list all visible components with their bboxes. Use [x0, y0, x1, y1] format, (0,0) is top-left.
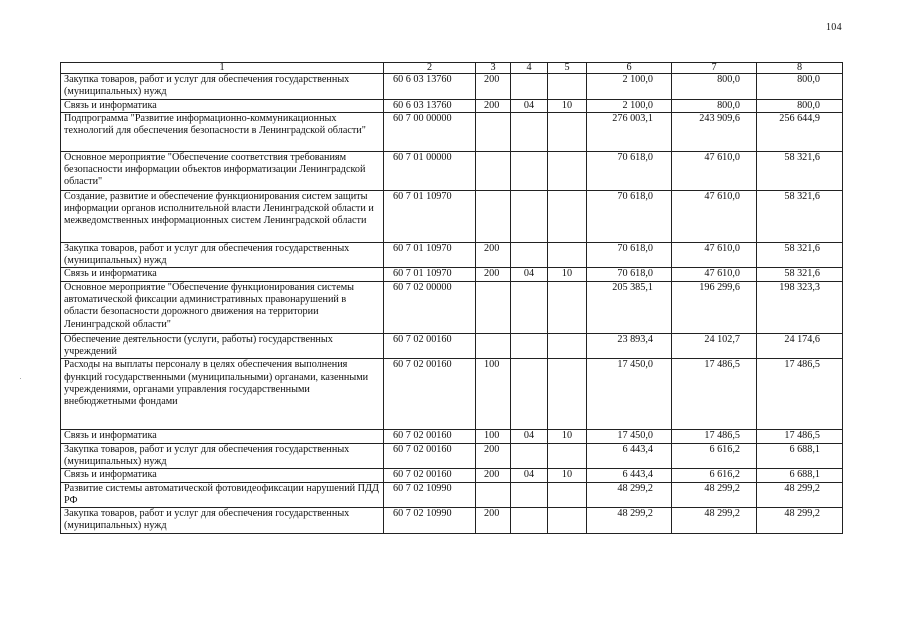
- subsection: [548, 281, 587, 333]
- target-code: 60 7 01 10970: [384, 190, 476, 242]
- amount-col6: 48 299,2: [587, 482, 672, 508]
- amount-col7: 17 486,5: [672, 430, 757, 443]
- section: [511, 281, 548, 333]
- table-row: [61, 443, 843, 469]
- target-code: 60 7 02 00000: [384, 281, 476, 333]
- amount-col6: 70 618,0: [587, 190, 672, 242]
- budget-table: [60, 62, 843, 534]
- target-code: 60 7 02 10990: [384, 508, 476, 534]
- target-code: 60 7 01 00000: [384, 151, 476, 190]
- table-row: [61, 281, 843, 333]
- header-cell: 1: [61, 63, 384, 74]
- expense-type: 200: [476, 268, 511, 281]
- amount-col6: 70 618,0: [587, 242, 672, 268]
- target-code: 60 7 01 10970: [384, 268, 476, 281]
- subsection: [548, 482, 587, 508]
- header-cell: 3: [476, 63, 511, 74]
- section: 04: [511, 268, 548, 281]
- amount-col7: 6 616,2: [672, 443, 757, 469]
- amount-col8: 800,0: [757, 74, 843, 100]
- subsection: [548, 74, 587, 100]
- amount-col8: 17 486,5: [757, 359, 843, 430]
- item-name: Развитие системы автоматической фотовидеофиксации нарушений ПДД РФ: [61, 482, 384, 508]
- expense-type: 200: [476, 508, 511, 534]
- amount-col7: 196 299,6: [672, 281, 757, 333]
- item-name: Создание, развитие и обеспечение функционирования систем защиты информации органов исполнительной власти Ленинградской области и межведомственных информационных систем Ленинградской области: [61, 190, 384, 242]
- table-row: [61, 469, 843, 482]
- table-row: [61, 430, 843, 443]
- item-name: Основное мероприятие "Обеспечение функционирования системы автоматической фиксации административных правонарушений в области безопасности дорожного движения на территории Ленинградской области": [61, 281, 384, 333]
- section: [511, 74, 548, 100]
- amount-col8: 198 323,3: [757, 281, 843, 333]
- subsection: [548, 151, 587, 190]
- item-name: Связь и информатика: [61, 268, 384, 281]
- amount-col6: 17 450,0: [587, 359, 672, 430]
- item-name: Закупка товаров, работ и услуг для обеспечения государственных (муниципальных) нужд: [61, 242, 384, 268]
- item-name: Связь и информатика: [61, 430, 384, 443]
- section: [511, 482, 548, 508]
- target-code: 60 7 02 00160: [384, 443, 476, 469]
- amount-col8: 256 644,9: [757, 112, 843, 151]
- amount-col6: 2 100,0: [587, 74, 672, 100]
- amount-col6: 276 003,1: [587, 112, 672, 151]
- expense-type: 200: [476, 242, 511, 268]
- amount-col7: 800,0: [672, 74, 757, 100]
- item-name: Расходы на выплаты персоналу в целях обеспечения выполнения функций государственными (муниципальными) органами, казенными учреждениями, органами управления государственными внебюджетными фондами: [61, 359, 384, 430]
- amount-col7: 17 486,5: [672, 359, 757, 430]
- subsection: [548, 443, 587, 469]
- amount-col8: 48 299,2: [757, 482, 843, 508]
- amount-col7: 47 610,0: [672, 268, 757, 281]
- amount-col8: 800,0: [757, 99, 843, 112]
- page-number: 104: [826, 22, 842, 33]
- table-row: [61, 74, 843, 100]
- expense-type: [476, 190, 511, 242]
- target-code: 60 6 03 13760: [384, 99, 476, 112]
- amount-col6: 205 385,1: [587, 281, 672, 333]
- amount-col7: 47 610,0: [672, 242, 757, 268]
- header-cell: 2: [384, 63, 476, 74]
- item-name: Основное мероприятие "Обеспечение соответствия требованиям безопасности информации объектов информатизации Ленинградской области": [61, 151, 384, 190]
- subsection: [548, 242, 587, 268]
- amount-col7: 47 610,0: [672, 190, 757, 242]
- subsection: [548, 190, 587, 242]
- target-code: 60 7 00 00000: [384, 112, 476, 151]
- expense-type: 100: [476, 430, 511, 443]
- item-name: Закупка товаров, работ и услуг для обеспечения государственных (муниципальных) нужд: [61, 443, 384, 469]
- item-name: Связь и информатика: [61, 469, 384, 482]
- section: [511, 359, 548, 430]
- subsection: [548, 359, 587, 430]
- header-cell: 6: [587, 63, 672, 74]
- expense-type: [476, 112, 511, 151]
- expense-type: 200: [476, 74, 511, 100]
- subsection: 10: [548, 469, 587, 482]
- subsection: 10: [548, 430, 587, 443]
- header-row: [61, 63, 843, 74]
- section: 04: [511, 469, 548, 482]
- table-row: [61, 151, 843, 190]
- item-name: Закупка товаров, работ и услуг для обеспечения государственных (муниципальных) нужд: [61, 508, 384, 534]
- subsection: [548, 333, 587, 359]
- table-row: [61, 482, 843, 508]
- amount-col7: 800,0: [672, 99, 757, 112]
- target-code: 60 7 01 10970: [384, 242, 476, 268]
- target-code: 60 7 02 00160: [384, 359, 476, 430]
- table-body: [61, 74, 843, 534]
- item-name: Обеспечение деятельности (услуги, работы) государственных учреждений: [61, 333, 384, 359]
- table-row: [61, 268, 843, 281]
- amount-col7: 48 299,2: [672, 508, 757, 534]
- amount-col8: 58 321,6: [757, 190, 843, 242]
- expense-type: 200: [476, 99, 511, 112]
- amount-col6: 6 443,4: [587, 443, 672, 469]
- amount-col8: 17 486,5: [757, 430, 843, 443]
- section: [511, 333, 548, 359]
- subsection: 10: [548, 268, 587, 281]
- expense-type: [476, 151, 511, 190]
- margin-mark: [20, 378, 21, 379]
- amount-col8: 6 688,1: [757, 469, 843, 482]
- amount-col7: 243 909,6: [672, 112, 757, 151]
- amount-col8: 48 299,2: [757, 508, 843, 534]
- subsection: [548, 508, 587, 534]
- amount-col6: 6 443,4: [587, 469, 672, 482]
- subsection: [548, 112, 587, 151]
- item-name: Подпрограмма "Развитие информационно-коммуникационных технологий для обеспечения безопасности в Ленинградской области": [61, 112, 384, 151]
- amount-col8: 58 321,6: [757, 151, 843, 190]
- amount-col8: 58 321,6: [757, 268, 843, 281]
- header-cell: 7: [672, 63, 757, 74]
- amount-col6: 70 618,0: [587, 151, 672, 190]
- header-cell: 4: [511, 63, 548, 74]
- table-row: [61, 333, 843, 359]
- section: 04: [511, 430, 548, 443]
- expense-type: 200: [476, 443, 511, 469]
- table-row: [61, 99, 843, 112]
- table-row: [61, 508, 843, 534]
- amount-col7: 48 299,2: [672, 482, 757, 508]
- target-code: 60 6 03 13760: [384, 74, 476, 100]
- amount-col8: 58 321,6: [757, 242, 843, 268]
- table-row: [61, 190, 843, 242]
- section: [511, 190, 548, 242]
- header-cell: 8: [757, 63, 843, 74]
- expense-type: 200: [476, 469, 511, 482]
- target-code: 60 7 02 10990: [384, 482, 476, 508]
- expense-type: 100: [476, 359, 511, 430]
- expense-type: [476, 482, 511, 508]
- section: [511, 242, 548, 268]
- section: [511, 508, 548, 534]
- amount-col7: 6 616,2: [672, 469, 757, 482]
- section: [511, 151, 548, 190]
- amount-col8: 24 174,6: [757, 333, 843, 359]
- header-cell: 5: [548, 63, 587, 74]
- expense-type: [476, 333, 511, 359]
- amount-col8: 6 688,1: [757, 443, 843, 469]
- target-code: 60 7 02 00160: [384, 333, 476, 359]
- amount-col6: 70 618,0: [587, 268, 672, 281]
- target-code: 60 7 02 00160: [384, 469, 476, 482]
- item-name: Закупка товаров, работ и услуг для обеспечения государственных (муниципальных) нужд: [61, 74, 384, 100]
- amount-col7: 24 102,7: [672, 333, 757, 359]
- table-row: [61, 359, 843, 430]
- amount-col6: 23 893,4: [587, 333, 672, 359]
- amount-col6: 17 450,0: [587, 430, 672, 443]
- amount-col7: 47 610,0: [672, 151, 757, 190]
- table-row: [61, 112, 843, 151]
- subsection: 10: [548, 99, 587, 112]
- table-row: [61, 242, 843, 268]
- expense-type: [476, 281, 511, 333]
- amount-col6: 48 299,2: [587, 508, 672, 534]
- amount-col6: 2 100,0: [587, 99, 672, 112]
- section: 04: [511, 99, 548, 112]
- target-code: 60 7 02 00160: [384, 430, 476, 443]
- item-name: Связь и информатика: [61, 99, 384, 112]
- section: [511, 112, 548, 151]
- section: [511, 443, 548, 469]
